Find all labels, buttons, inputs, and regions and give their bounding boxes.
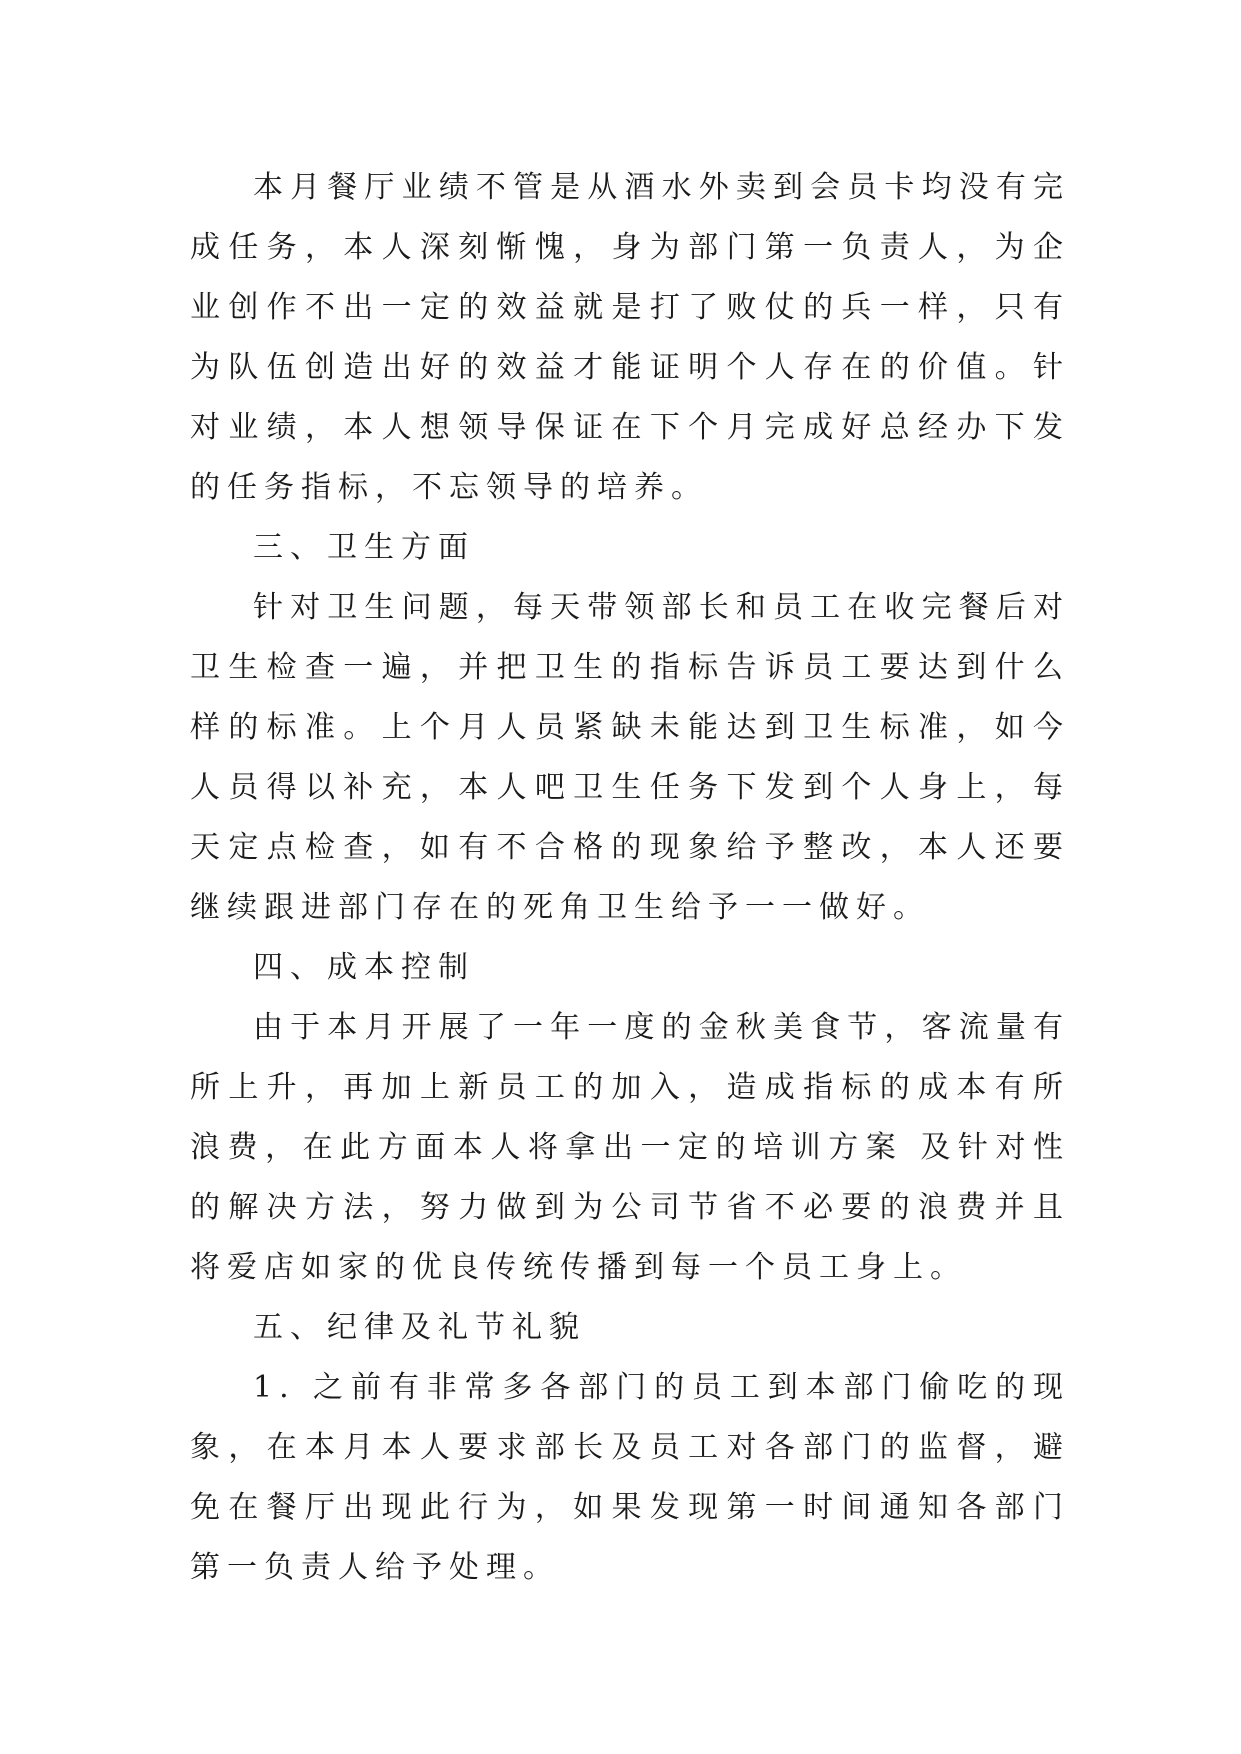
paragraph-performance: 本月餐厅业绩不管是从酒水外卖到会员卡均没有完成任务，本人深刻惭愧，身为部门第一负责人，为企业创作不出一定的效益就是打了败仗的兵一样，只有为队伍创造出好的效益才能证明个人存在的价值。针对业绩，本人想领导保证在下个月完成好总经办下发的任务指标，不忘领导的培养。: [190, 170, 1070, 505]
paragraph-cost-control: 由于本月开展了一年一度的金秋美食节，客流量有所上升，再加上新员工的加入，造成指标的成本有所浪费，在此方面本人将拿出一定的培训方案 及针对性的解决方法，努力做到为公司节省不必要的浪费并且将爱店如家的优良传统传播到每一个员工身上。: [190, 1010, 1070, 1285]
paragraph-discipline-item-1: 1. 之前有非常多各部门的员工到本部门偷吃的现象，在本月本人要求部长及员工对各部门的监督，避免在餐厅出现此行为，如果发现第一时间通知各部门第一负责人给予处理。: [190, 1370, 1070, 1585]
section-heading-discipline: 五、纪律及礼节礼貌: [253, 1310, 586, 1345]
paragraph-hygiene: 针对卫生问题，每天带领部长和员工在收完餐后对卫生检查一遍，并把卫生的指标告诉员工要达到什么样的标准。上个月人员紧缺未能达到卫生标准，如今人员得以补充，本人吧卫生任务下发到个人身上，每天定点检查，如有不合格的现象给予整改，本人还要继续跟进部门存在的死角卫生给予一一做好。: [190, 590, 1070, 925]
document-body: [190, 158, 1070, 1598]
section-heading-cost-control: 四、成本控制: [253, 950, 475, 985]
section-heading-hygiene: 三、卫生方面: [253, 530, 475, 565]
